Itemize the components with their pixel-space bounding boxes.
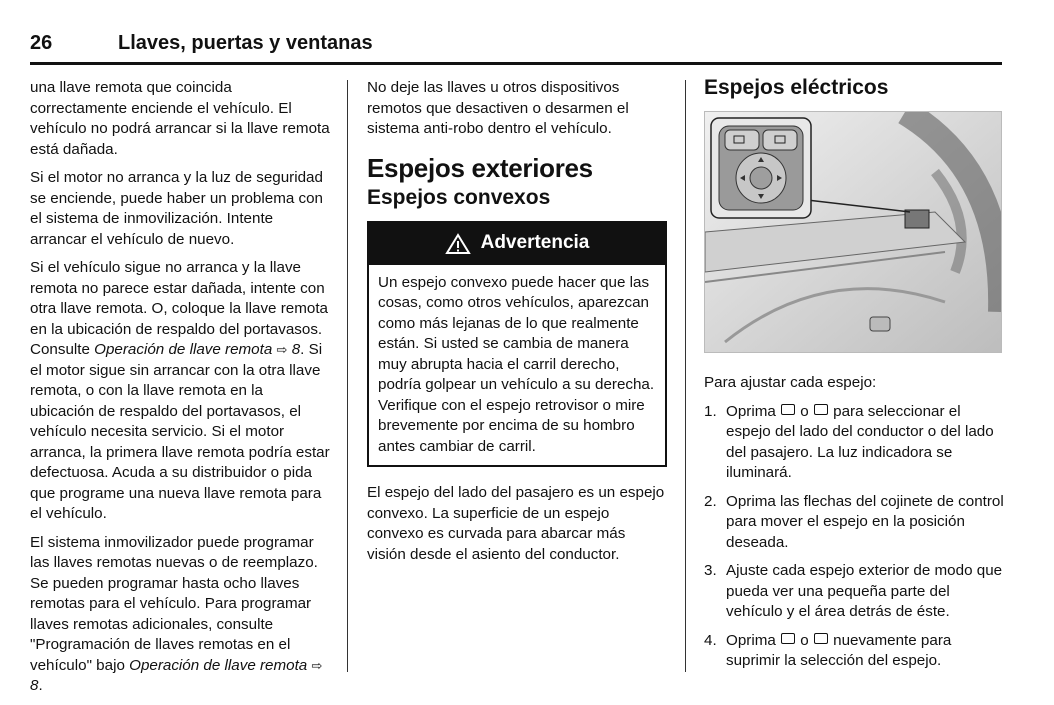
list-item	[704, 492, 1004, 554]
mirror-left-icon	[781, 404, 795, 415]
column-2	[367, 78, 667, 573]
mirror-right-icon	[814, 404, 828, 415]
step-number: 3.	[704, 562, 717, 579]
paragraph-text: . Si el motor sigue sin arrancar con la otra llave remota, o con la llave remota en la ubicación de respaldo del portavasos, el vehículo necesita servicio. Si el motor arranca, la primera llave remota podría estar defectuosa. Acuda a su distribuidor o pida que programe una nueva llave remota para el vehículo.	[30, 341, 330, 522]
heading-power-mirrors: Espejos eléctricos	[704, 76, 889, 99]
mirror-left-icon	[781, 633, 795, 644]
paragraph	[30, 258, 330, 525]
step-text: Ajuste cada espejo exterior de modo que pueda ver una pequeña parte del vehículo y el área detrás de éste.	[726, 562, 1003, 620]
paragraph	[30, 533, 330, 697]
header-rule	[30, 62, 1002, 65]
list-item	[704, 561, 1004, 623]
paragraph: No deje las llaves u otros dispositivos remotos que desactiven o desarmen el sistema anti-robo dentro el vehículo.	[367, 79, 629, 137]
step-text: Oprima las flechas del cojinete de control para mover el espejo en la posición deseada.	[726, 492, 1004, 551]
paragraph: El espejo del lado del pasajero es un espejo convexo. La superficie de un espejo convexo es curvada para abarcar más visión desde el asiento del conductor.	[367, 484, 665, 563]
warning-box	[367, 221, 667, 468]
mirror-control-illustration	[704, 111, 1002, 353]
warning-triangle-icon	[445, 233, 471, 255]
page-number: 26	[30, 32, 53, 54]
steps-list	[704, 402, 1004, 672]
heading-convex-mirrors: Espejos convexos	[367, 186, 551, 209]
paragraph: Si el motor no arranca y la luz de seguridad se enciende, puede haber un problema con el sistema de inmovilización. Intente arrancar el vehículo de nuevo.	[30, 169, 323, 248]
warning-title: Advertencia	[480, 232, 590, 254]
column-divider	[347, 80, 348, 672]
paragraph: una llave remota que coincida correctamente enciende el vehículo. El vehículo no podrá arrancar si la llave remota está dañada.	[30, 79, 330, 158]
paragraph-text: Si el vehículo sigue no arranca y la llave remota no parece estar dañada, intente con otra llave remota. O, coloque la llave remota en la ubicación de respaldo del portavasos. Consulte	[30, 259, 328, 358]
step-number: 2.	[704, 492, 717, 510]
paragraph-text: El sistema inmovilizador puede programar las llaves remotas nuevas o de reemplazo. Se pueden programar hasta ocho llaves remotas para el vehículo. Para programar llaves remotas adicionales, consulte "Programación de llaves remotas en el vehículo" bajo	[30, 533, 318, 674]
cross-reference-page: 8	[30, 677, 39, 694]
paragraph-text: .	[38, 677, 43, 694]
column-1	[30, 78, 330, 705]
cross-reference-link[interactable]	[94, 341, 300, 358]
cross-reference-page: 8	[291, 341, 301, 358]
list-item	[704, 402, 1004, 484]
list-item	[704, 631, 1004, 672]
warning-header	[369, 223, 665, 265]
mirror-right-icon	[814, 633, 828, 644]
cross-reference-title: Operación de llave remota	[129, 656, 308, 674]
section-title: Llaves, puertas y ventanas	[118, 32, 373, 54]
page-header	[30, 30, 1002, 60]
step-text: Oprima o nuevamente para suprimir la selección del espejo.	[726, 631, 952, 669]
step-number: 4.	[704, 631, 717, 649]
xref-arrow-icon: ⇨	[276, 342, 288, 357]
steps-intro: Para ajustar cada espejo:	[704, 374, 877, 391]
heading-exterior-mirrors: Espejos exteriores	[367, 152, 593, 183]
step-number: 1.	[704, 402, 717, 420]
cross-reference-title: Operación de llave remota	[94, 341, 273, 358]
column-3	[704, 78, 1004, 680]
warning-text: Un espejo convexo puede hacer que las cosas, como otros vehículos, aparezcan como más lejanas de lo que realmente están. Si usted se cambia de manera muy abrupta hacia el carril derecho, podría golpear un vehículo a su derecha. Verifique con el espejo retrovisor o mire brevemente por encima de su hombro antes cambiar de carril.	[378, 273, 655, 455]
step-text: Oprima o para seleccionar el espejo del lado del conductor o del lado del pasajero. La luz indicadora se iluminará.	[726, 402, 994, 481]
xref-arrow-icon: ⇨	[311, 657, 323, 673]
column-divider	[685, 80, 686, 672]
